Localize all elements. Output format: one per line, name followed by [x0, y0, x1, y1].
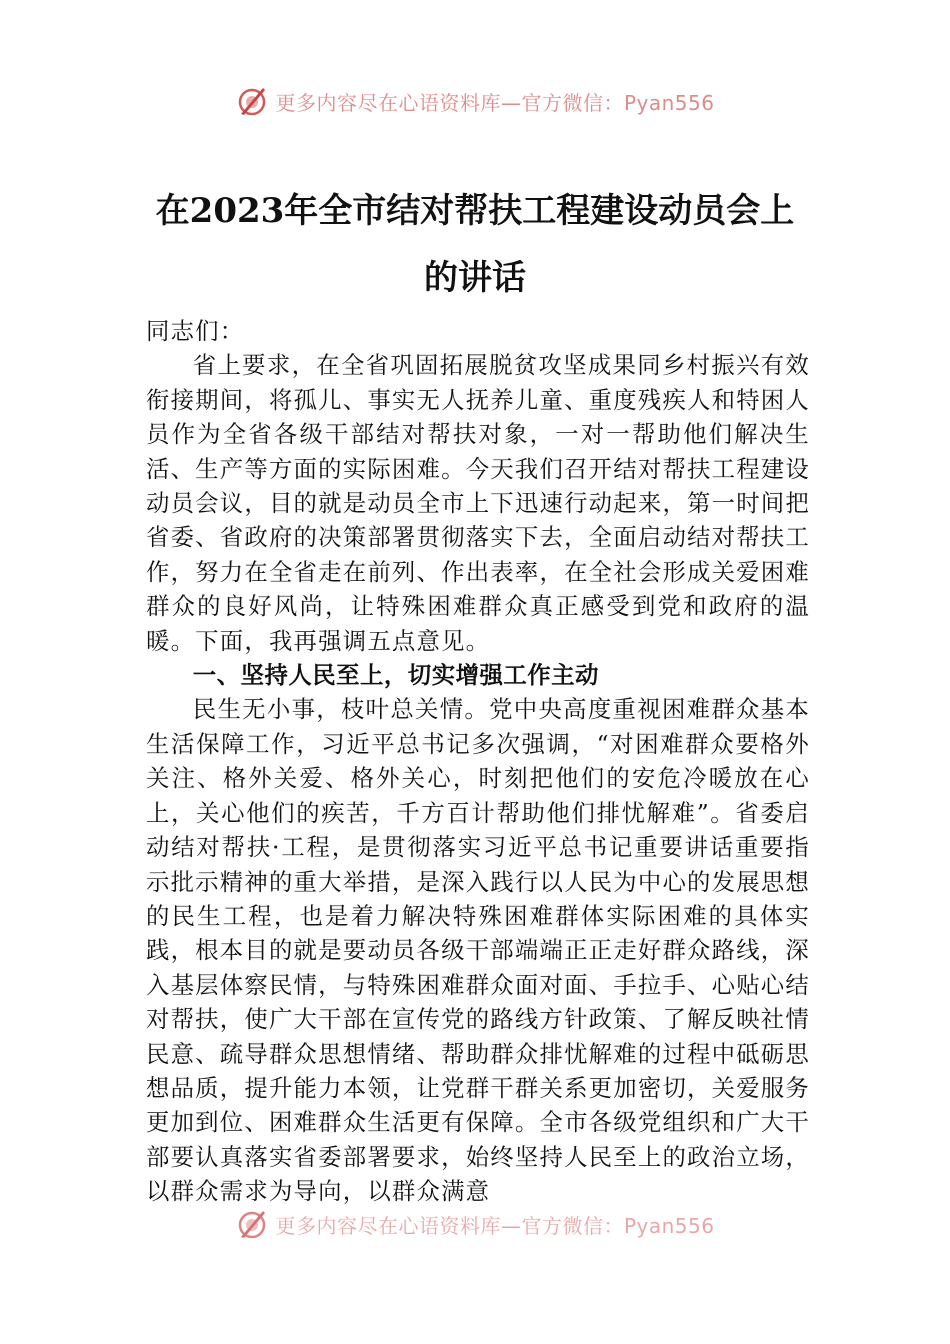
- document-body: [146, 314, 810, 1209]
- watermark-footer: [0, 1207, 950, 1241]
- paragraph-intro: 省上要求，在全省巩固拓展脱贫攻坚成果同乡村振兴有效衔接期间，将孤儿、事实无人抚养儿童、重度残疾人和特困人员作为全省各级干部结对帮扶对象，一对一帮助他们解决生活、生产等方面的实际困难。今天我们召开结对帮扶工程建设动员会议，目的就是动员全市上下迅速行动起来，第一时间把省委、省政府的决策部署贯彻落实下去，全面启动结对帮扶工作，努力在全省走在前列、作出表率，在全社会形成关爱困难群众的良好风尚，让特殊困难群众真正感受到党和政府的温暖。下面，我再强调五点意见。: [146, 351, 810, 655]
- quill-seal-icon: [235, 84, 269, 118]
- watermark-text: 更多内容尽在心语资料库—官方微信：Pyan556: [275, 90, 715, 115]
- page-title-line-2: 的讲话: [424, 258, 526, 298]
- paragraph-section-1: 民生无小事，枝叶总关情。党中央高度重视困难群众基本生活保障工作，习近平总书记多次强调，“对困难群众要格外关注、格外关爱、格外关心，时刻把他们的安危冷暖放在心上，关心他们的疾苦，千方百计帮助他们排忧解难”。省委启动结对帮扶·工程，是贯彻落实习近平总书记重要讲话重要指示批示精神的重大举措，是深入践行以人民为中心的发展思想的民生工程，也是着力解决特殊困难群体实际困难的具体实践，根本目的就是要动员各级干部端端正正走好群众路线，深入基层体察民情，与特殊困难群众面对面、手拉手、心贴心结对帮扶，使广大干部在宣传党的路线方针政策、了解反映社情民意、疏导群众思想情绪、帮助群众排忧解难的过程中砥砺思想品质，提升能力本领，让党群干群关系更加密切，关爱服务更加到位、困难群众生活更有保障。全市各级党组织和广大干部要认真落实省委部署要求，始终坚持人民至上的政治立场，以群众需求为导向，以群众满意: [146, 695, 810, 1206]
- page-title-line-1: 在2023年全市结对帮扶工程建设动员会上: [155, 191, 795, 231]
- watermark-text: 更多内容尽在心语资料库—官方微信：Pyan556: [275, 1213, 715, 1238]
- quill-seal-icon: [235, 1207, 269, 1241]
- salutation: 同志们：: [146, 317, 245, 345]
- watermark-header: [0, 84, 950, 118]
- section-heading-1: 一、坚持人民至上，切实增强工作主动: [192, 661, 599, 690]
